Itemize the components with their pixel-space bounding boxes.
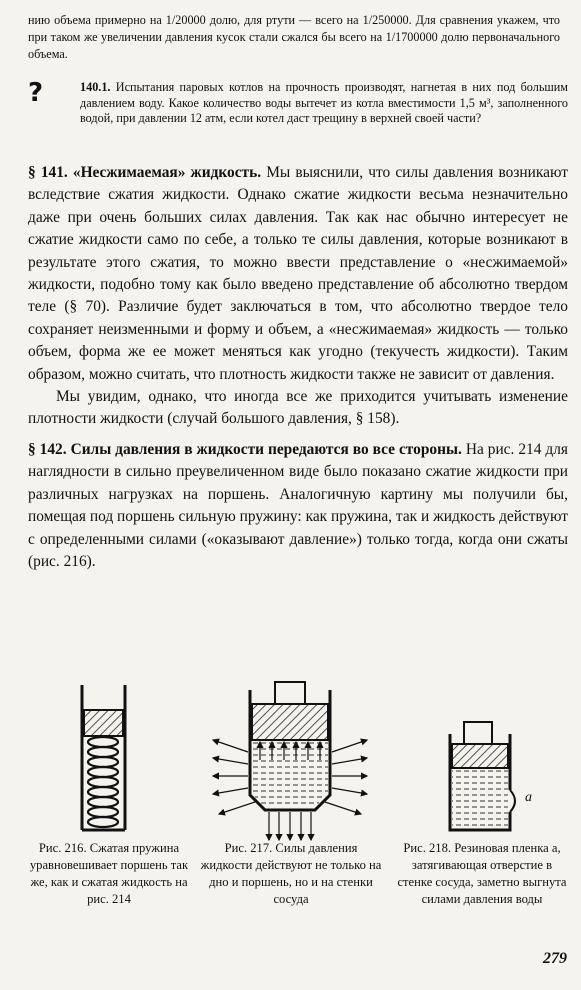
- figure-217-drawing: [205, 680, 375, 845]
- section-142-body: На рис. 214 для наглядности в сильно преувеличенном виде было показано сжатие жидкости при различных нагрузках на поршень. Аналогичную картину мы получили бы, помещая под поршень сильную пружину: как пружина, так и жидкость действуют с определенными силами («оказывают давление») только тогда, когда они сжаты (рис. 216).: [28, 440, 568, 570]
- question-mark-icon: ?: [28, 78, 44, 108]
- problem-140-1: [28, 80, 568, 127]
- section-142-heading: § 142. Силы давления в жидкости передаются во все стороны.: [28, 440, 462, 458]
- figure-218: [440, 720, 550, 835]
- figure-218-caption: Рис. 218. Резиновая пленка a, затягивающая отверстие в стенке сосуда, заметно выгнута силами давления воды: [397, 841, 567, 906]
- main-text: [28, 162, 568, 573]
- section-141: [28, 162, 568, 386]
- film-label: a: [525, 790, 532, 805]
- section-142: [28, 439, 568, 573]
- figure-217-caption: Рис. 217. Силы давления жидкости действуют не только на дно и поршень, но и на стенки сосуда: [200, 841, 382, 906]
- figure-216-drawing: [70, 680, 145, 835]
- page-number: 279: [543, 950, 567, 967]
- section-141-para2: Мы увидим, однако, что иногда все же приходится учитывать изменение плотности жидкости (случай большого давления, § 158).: [28, 388, 568, 428]
- problem-text: Испытания паровых котлов на прочность производят, нагнетая в них под большим давлением воду. Какое количество воды вытечет из котла вместимости 1,5 м³, заполненного водой, при давлении 12 атм, если котел даст трещину в верхней своей части?: [80, 80, 568, 125]
- section-141-body: Мы выяснили, что силы давления возникают вследствие сжатия жидкости. Однако сжатие жидкости весьма незначительно даже при очень больших силах давления. Так как нас обычно интересует не сжатие жидкости само по себе, а только те силы давления, которые возникают в результате этого сжатия, то можно ввести представление о «несжимаемой» жидкости, подобно тому как было введено представление об абсолютно твердом теле (§ 70). Различие будет заключаться в том, что абсолютно твердое тело сохраняет неизменными и форму и объем, а «несжимаемая» жидкость — только объем, форма же ее может меняться как угодно (текучесть жидкости). Таким образом, можно считать, что плотность жидкости также не зависит от давления.: [28, 164, 568, 383]
- figure-217: [205, 680, 375, 845]
- figure-216: [70, 680, 145, 835]
- problem-number: 140.1.: [80, 80, 111, 94]
- top-paragraph: нию объема примерно на 1/20000 долю, для ртути — всего на 1/250000. Для сравнения укажем, что при таком же увеличении давления кусок стали сжался бы всего на 1/1700000 долю первоначального объема.: [28, 13, 560, 61]
- section-141-heading: § 141. «Несжимаемая» жидкость.: [28, 164, 262, 181]
- figure-218-drawing: [440, 720, 550, 835]
- figure-216-caption: Рис. 216. Сжатая пружина уравновешивает поршень так же, как и сжатая жидкость на рис. 214: [29, 841, 189, 906]
